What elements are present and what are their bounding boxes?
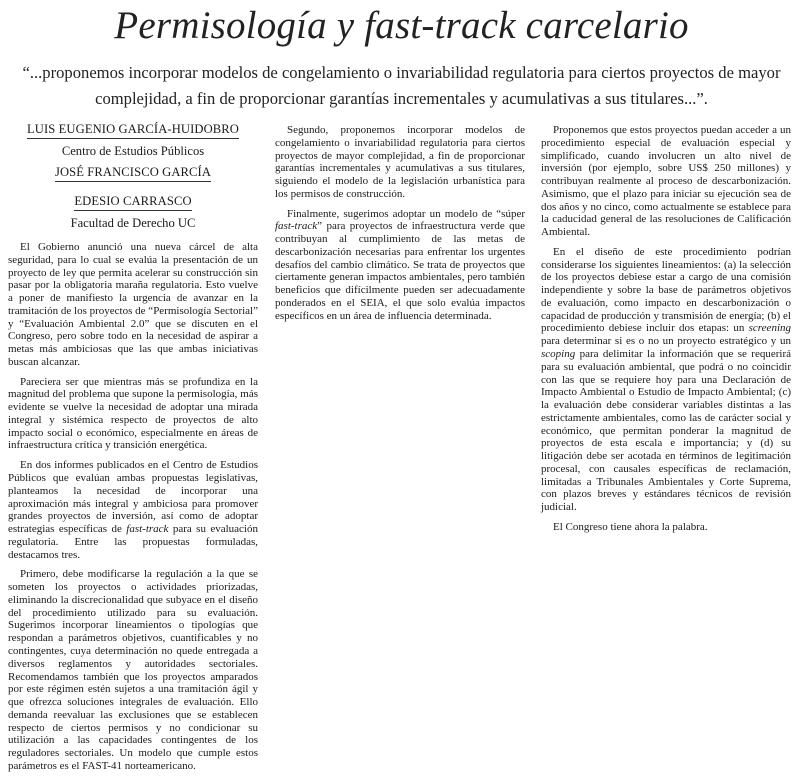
paragraph-5: Segundo, proponemos incorporar modelos de congelamiento o invariabilidad regulatoria para ciertos proyectos de mayor complejidad, a fin de proporcionar garantías incrementales y acumulativas a sus titulares, siguiendo el modelo de la legislación urbanística para los permisos de construcción. (275, 124, 525, 200)
column-2 (275, 124, 525, 329)
author-affiliation-1: Centro de Estudios Públicos (61, 144, 205, 158)
author-name-1: LUIS EUGENIO GARCÍA-HUIDOBRO (27, 122, 239, 139)
column-3 (541, 124, 791, 541)
author-name-2: JOSÉ FRANCISCO GARCÍA (55, 165, 211, 182)
byline (8, 122, 258, 231)
paragraph-4: Primero, debe modificarse la regulación a la que se someten los proyectos o actividades priorizadas, eliminando la discrecionalidad que subyace en el diseño del procedimiento utilizado para su evaluación. Sugerimos incorporar lineamientos o tipologías que respondan a parámetros objetivos, cuantificables y no contingentes, cuya determinación no quede entregada a diversos reglamentos y autoridades sectoriales. Recomendamos también que los proyectos amparados por este régimen estén sujetos a una tramitación ágil y que ofrezca soluciones integrales de evaluación. Ello demanda reevaluar las exclusiones que se establecen respecto de ciertos permisos y no condicionar su utilización a las capacidades contingentes de los reguladores sectoriales. Un modelo que cumple estos parámetros es el FAST-41 norteamericano. (8, 568, 258, 772)
paragraph-9: El Congreso tiene ahora la palabra. (553, 520, 708, 533)
article-headline: Permisología y fast-track carcelario (114, 4, 689, 47)
paragraph-7: Proponemos que estos proyectos puedan acceder a un procedimiento especial de evaluación especial y simplificado, cuando involucren un alto nivel de inversión (por ejemplo, sobre US$ 250 millones) y contribuyan realmente al proceso de descarbonización. Asimismo, que el plazo para iniciar su ejecución sea de dos años y no cinco, como actualmente se establece para la caducidad general de las resoluciones de Calificación Ambiental. (541, 124, 791, 239)
paragraph-8: En el diseño de este procedimiento podrían considerarse los siguientes lineamientos: (a) la selección de los proyectos debiese estar a cargo de una comisión independiente y sobre la base de parámetros objetivos de evaluación, como impacto en descarbonización o capacidad de producción y transmisión de energía; (b) el procedimiento debiese incluir dos etapas: un screening para determinar si es o no un proyecto estratégico y un scoping para delimitar la información que se requerirá para su evaluación ambiental, que podrá o no coincidir con las que se requiere hoy para una Declaración de Impacto Ambiental o Estudio de Impacto Ambiental; (c) la evaluación debe considerar variables distintas a las estrictamente ambientales, como las de carácter social y económico, que permitan ponderar la magnitud de proyectos de esta escala e importancia; y (d) su litigación debe ser acotada en términos de legitimación procesal, con causales específicas de reclamación, limitadas a Tribunales Ambientales y Corte Suprema, con plazos breves y estándares técnicos de revisión judicial. (541, 245, 791, 514)
column-1 (8, 122, 258, 780)
paragraph-1: El Gobierno anunció una nueva cárcel de alta seguridad, para lo cual se evalúa la presentación de un proyecto de ley que permita acelerar su construcción sin pasar por la obligatoria maraña regulatoria. Esto vuelve a poner de manifiesto la urgencia de avanzar en la tramitación de los proyectos de “Permisología Sectorial” y “Evaluación Ambiental 2.0” que se discuten en el Congreso, pero sobre todo en la necesidad de aspirar a metas más ambiciosas que las que ambas iniciativas buscan alcanzar. (8, 241, 258, 368)
pull-quote: “...proponemos incorporar modelos de congelamiento o invariabilidad regulatoria para ciertos proyectos de mayor complejidad, a fin de proporcionar garantías incrementales y acumulativas a sus titulares...”. (22, 63, 781, 108)
paragraph-6: Finalmente, sugerimos adoptar un modelo de “súper fast-track” para proyectos de infraestructura verde que contribuyan al cumplimiento de las metas de descarbonización necesarias para enfrentar los urgentes desafíos del cambio climático. Se trata de proyectos que ciertamente generan impactos ambientales, pero también beneficios que difícilmente pueden ser adecuadamente ponderados en el SEIA, el que solo evalúa impactos específicos en un área de influencia determinada. (275, 207, 525, 322)
paragraph-3: En dos informes publicados en el Centro de Estudios Públicos que evalúan ambas propuestas legislativas, planteamos la necesidad de incorporar una aproximación más integral y ambiciosa para promover grandes proyectos de inversión, así como de adoptar estrategias específicas de fast-track para su evaluación regulatoria. Entre las propuestas formuladas, destacamos tres. (8, 459, 258, 561)
author-name-3: EDESIO CARRASCO (74, 194, 191, 211)
author-affiliation-3: Facultad de Derecho UC (70, 216, 196, 230)
paragraph-2: Pareciera ser que mientras más se profundiza en la magnitud del problema que supone la permisología, más evidente se vuelve la necesidad de adoptar una mirada integral y sistémica respecto de proyectos de alto impacto social o económico, especialmente en áreas de infraestructura crítica y transición energética. (8, 375, 258, 452)
